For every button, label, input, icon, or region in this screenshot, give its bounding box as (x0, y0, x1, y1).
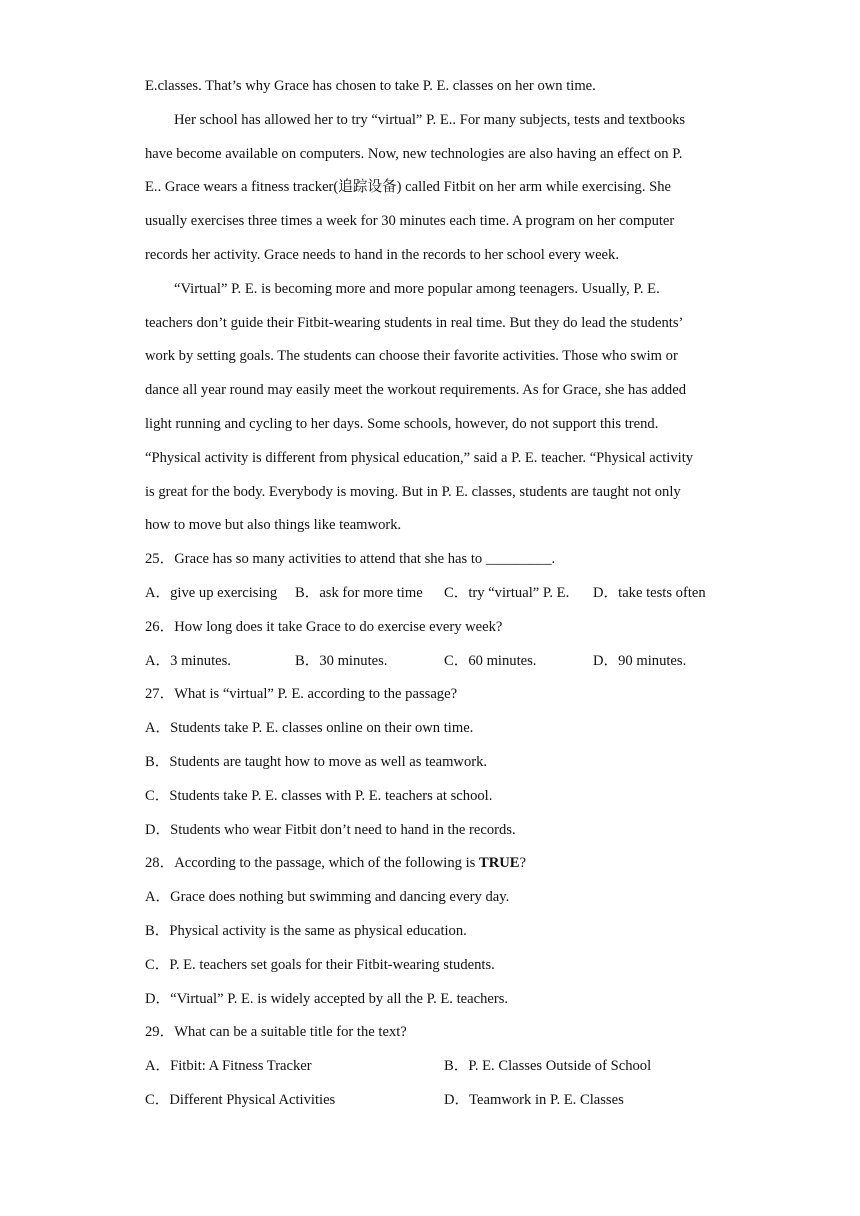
passage-line: E.. Grace wears a fitness tracker(追踪设备) called Fitbit on her arm while exercising. She (145, 179, 672, 196)
passage-line: Her school has allowed her to try “virtual” P. E.. For many subjects, tests and textbooks (174, 111, 686, 128)
question-26-option-b: B．30 minutes. (295, 652, 388, 669)
passage-line: work by setting goals. The students can choose their favorite activities. Those who swim or (145, 348, 678, 365)
question-27-option-b: B．Students are taught how to move as well as teamwork. (145, 753, 488, 770)
passage-line: “Physical activity is different from physical education,” said a P. E. teacher. “Physical activity (145, 449, 694, 466)
question-27-stem: 27．What is “virtual” P. E. according to the passage? (145, 686, 458, 703)
question-28-stem-text: 28．According to the passage, which of the following is (145, 855, 479, 872)
question-28-option-a: A．Grace does nothing but swimming and dancing every day. (145, 889, 510, 906)
question-28-stem-end: ? (519, 855, 526, 872)
passage-line: E.classes. That’s why Grace has chosen to take P. E. classes on her own time. (145, 78, 596, 94)
question-29-option-c: C．Different Physical Activities (145, 1091, 336, 1108)
passage-line: is great for the body. Everybody is moving. But in P. E. classes, students are taught not only (145, 483, 681, 500)
question-26-stem: 26．How long does it take Grace to do exercise every week? (145, 618, 503, 635)
question-28-option-b: B．Physical activity is the same as physical education. (145, 922, 467, 939)
question-25-stem: 25．Grace has so many activities to attend that she has to _________. (145, 551, 556, 568)
passage-line: teachers don’t guide their Fitbit-wearing students in real time. But they do lead the students’ (145, 314, 684, 331)
passage-line: records her activity. Grace needs to hand in the records to her school every week. (145, 246, 619, 263)
question-25-option-a: A．give up exercising (145, 584, 278, 601)
passage-line: dance all year round may easily meet the workout requirements. As for Grace, she has added (145, 382, 686, 399)
question-27-option-d: D．Students who wear Fitbit don’t need to hand in the records. (145, 821, 516, 838)
question-29-options-row-1 (145, 1050, 720, 1084)
question-28-option-d: D．“Virtual” P. E. is widely accepted by all the P. E. teachers. (145, 990, 509, 1007)
question-26-options (145, 645, 720, 679)
question-29-option-a: A．Fitbit: A Fitness Tracker (145, 1058, 312, 1075)
passage-line: have become available on computers. Now, new technologies are also having an effect on P. (145, 145, 683, 162)
document-content (145, 70, 720, 1118)
question-29-stem: 29．What can be a suitable title for the text? (145, 1024, 407, 1041)
question-27-option-a: A．Students take P. E. classes online on their own time. (145, 720, 474, 737)
question-28-option-c: C．P. E. teachers set goals for their Fitbit-wearing students. (145, 956, 495, 973)
question-26-option-c: C．60 minutes. (444, 652, 537, 669)
question-29-option-b: B．P. E. Classes Outside of School (444, 1058, 652, 1075)
question-29-options-row-2 (145, 1084, 720, 1118)
question-28-emphasis: TRUE (478, 855, 520, 872)
question-29-option-d: D．Teamwork in P. E. Classes (444, 1091, 624, 1108)
question-26-option-a: A．3 minutes. (145, 652, 231, 669)
passage-line: light running and cycling to her days. Some schools, however, do not support this trend. (145, 415, 659, 432)
question-27-option-c: C．Students take P. E. classes with P. E. teachers at school. (145, 787, 493, 804)
passage-line: “Virtual” P. E. is becoming more and more popular among teenagers. Usually, P. E. (174, 280, 660, 297)
question-25-option-b: B．ask for more time (295, 584, 423, 601)
question-25-option-d: D．take tests often (593, 584, 706, 601)
question-28-stem (145, 847, 720, 881)
question-26-option-d: D．90 minutes. (593, 652, 687, 669)
passage-line: usually exercises three times a week for 30 minutes each time. A program on her computer (145, 213, 675, 230)
question-25-options (145, 577, 720, 611)
question-25-option-c: C．try “virtual” P. E. (444, 584, 570, 601)
passage-line: how to move but also things like teamwork. (145, 517, 402, 534)
